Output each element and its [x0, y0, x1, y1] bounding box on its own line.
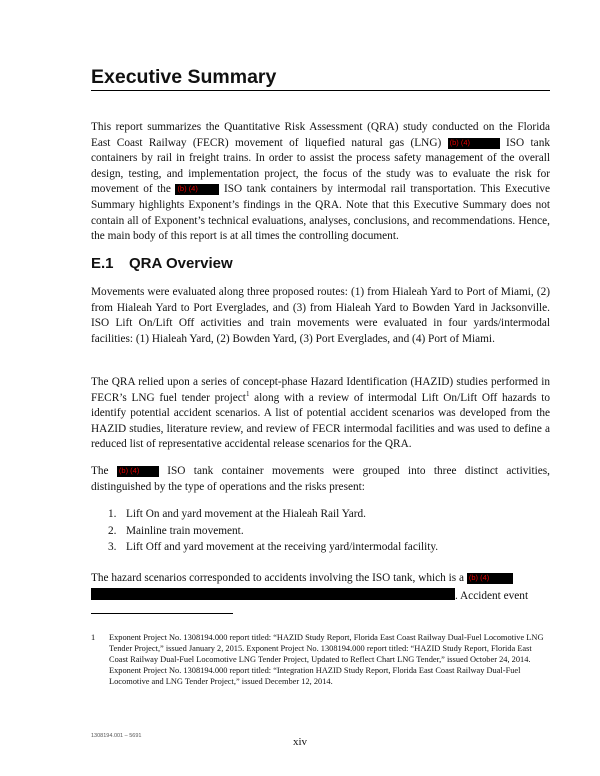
hazid-text-1: The QRA relied upon a series of concept-phase Hazard Identification (HAZID) studies performed in FECR’s LNG fuel tender project — [91, 376, 550, 404]
footnote-rule — [91, 613, 233, 614]
section-number: E.1 — [91, 255, 114, 272]
redaction-bar — [91, 588, 455, 600]
list-text: Mainline train movement. — [126, 524, 244, 537]
footnote — [91, 632, 550, 687]
list-number: 3. — [108, 541, 117, 553]
page-number: xiv — [292, 736, 308, 748]
section-title: QRA Overview — [129, 255, 233, 272]
redaction-box: (b) (4) — [467, 573, 513, 584]
activities-list — [108, 506, 438, 556]
intro-paragraph — [91, 120, 550, 245]
activities-text-1: The — [91, 465, 109, 477]
section-heading — [91, 255, 233, 272]
list-item — [108, 539, 438, 556]
list-item — [108, 506, 438, 523]
title-rule — [91, 90, 550, 91]
document-code: 1308194.001 – 5691 — [91, 733, 142, 739]
footnote-number: 1 — [91, 633, 96, 642]
hazard-text-2: . Accident event — [455, 590, 529, 602]
page-title: Executive Summary — [91, 66, 277, 88]
list-text: Lift On and yard movement at the Hialeah Rail Yard. — [126, 508, 366, 520]
intro-text-1: This report summarizes the Quantitative Risk Assessment (QRA) study conducted on the Florida East Coast Railway (FECR) movement of liquefied natural gas (LNG) — [91, 121, 550, 149]
list-number: 2. — [108, 524, 117, 537]
redaction-box: (b) (4) — [448, 138, 500, 149]
list-number: 1. — [108, 508, 117, 520]
intro-text-2: ISO tank containers by rail in freight trains. In order to assist the process safety management of the overall design, testing, and implementation project, the focus of the study was to evaluate the risk for movement of the — [91, 136, 550, 196]
activities-text-2: ISO tank container movements were grouped into three distinct activities, distinguished by the type of operations and the risks present: — [91, 465, 551, 493]
footnote-text: Exponent Project No. 1308194.000 report titled: “HAZID Study Report, Florida East Coast Railway Dual-Fuel Locomotive LNG Tender Project,” issued January 2, 2015. Exponent Project No. 1308194.000 report titled: “HAZID Study Report, Florida East Coast Railway Dual-Fuel Locomotive LNG Tender Project, Updated to Reflect Chart LNG Tender,” issued October 24, 2014. Exponent Project No. 1308194.000 report titled: “Integration HAZID Study Report, Florida East Coast Railway Dual-Fuel Locomotive and LNG Tender Project,” issued December 12, 2014. — [109, 633, 544, 686]
routes-paragraph: Movements were evaluated along three proposed routes: (1) from Hialeah Yard to Port of Miami, (2) from Hialeah Yard to Port Everglades, and (3) from Hialeah Yard to Bowden Yard in Jacksonville. ISO Lift On/Lift Off activities and train movements were evaluated in four yards/intermodal facilities: (1) Hialeah Yard, (2) Bowden Yard, (3) Port Everglades, and (4) Port of Miami. — [91, 286, 550, 345]
footnote-reference: 1 — [245, 389, 250, 398]
redaction-box: (b) (4) — [117, 466, 159, 477]
hazid-text-2: along with a review of intermodal Lift On/Lift Off hazards to identify potential accident scenarios. A list of potential accident scenarios was developed from the HAZID studies, literature review, and review of FECR intermodal facilities and was used to define a reduced list of representative accidental release scenarios for the QRA. — [91, 391, 550, 451]
list-text: Lift Off and yard movement at the receiving yard/intermodal facility. — [126, 541, 439, 553]
list-item — [108, 523, 438, 540]
hazard-paragraph — [91, 569, 550, 605]
hazard-text-1: The hazard scenarios corresponded to accidents involving the ISO tank, which is a — [91, 572, 464, 584]
hazid-paragraph — [91, 375, 550, 453]
redaction-box: (b) (4) — [175, 184, 219, 195]
intro-text-3: ISO tank containers by intermodal rail transportation. This Executive Summary highlights Exponent’s findings in the QRA. Note that this Executive Summary does not contain all of Exponent’s technical evaluations, analyses, conclusions, and recommendations. Hence, the main body of this report is at all times the controlling document. — [91, 183, 551, 243]
activities-paragraph — [91, 464, 550, 495]
